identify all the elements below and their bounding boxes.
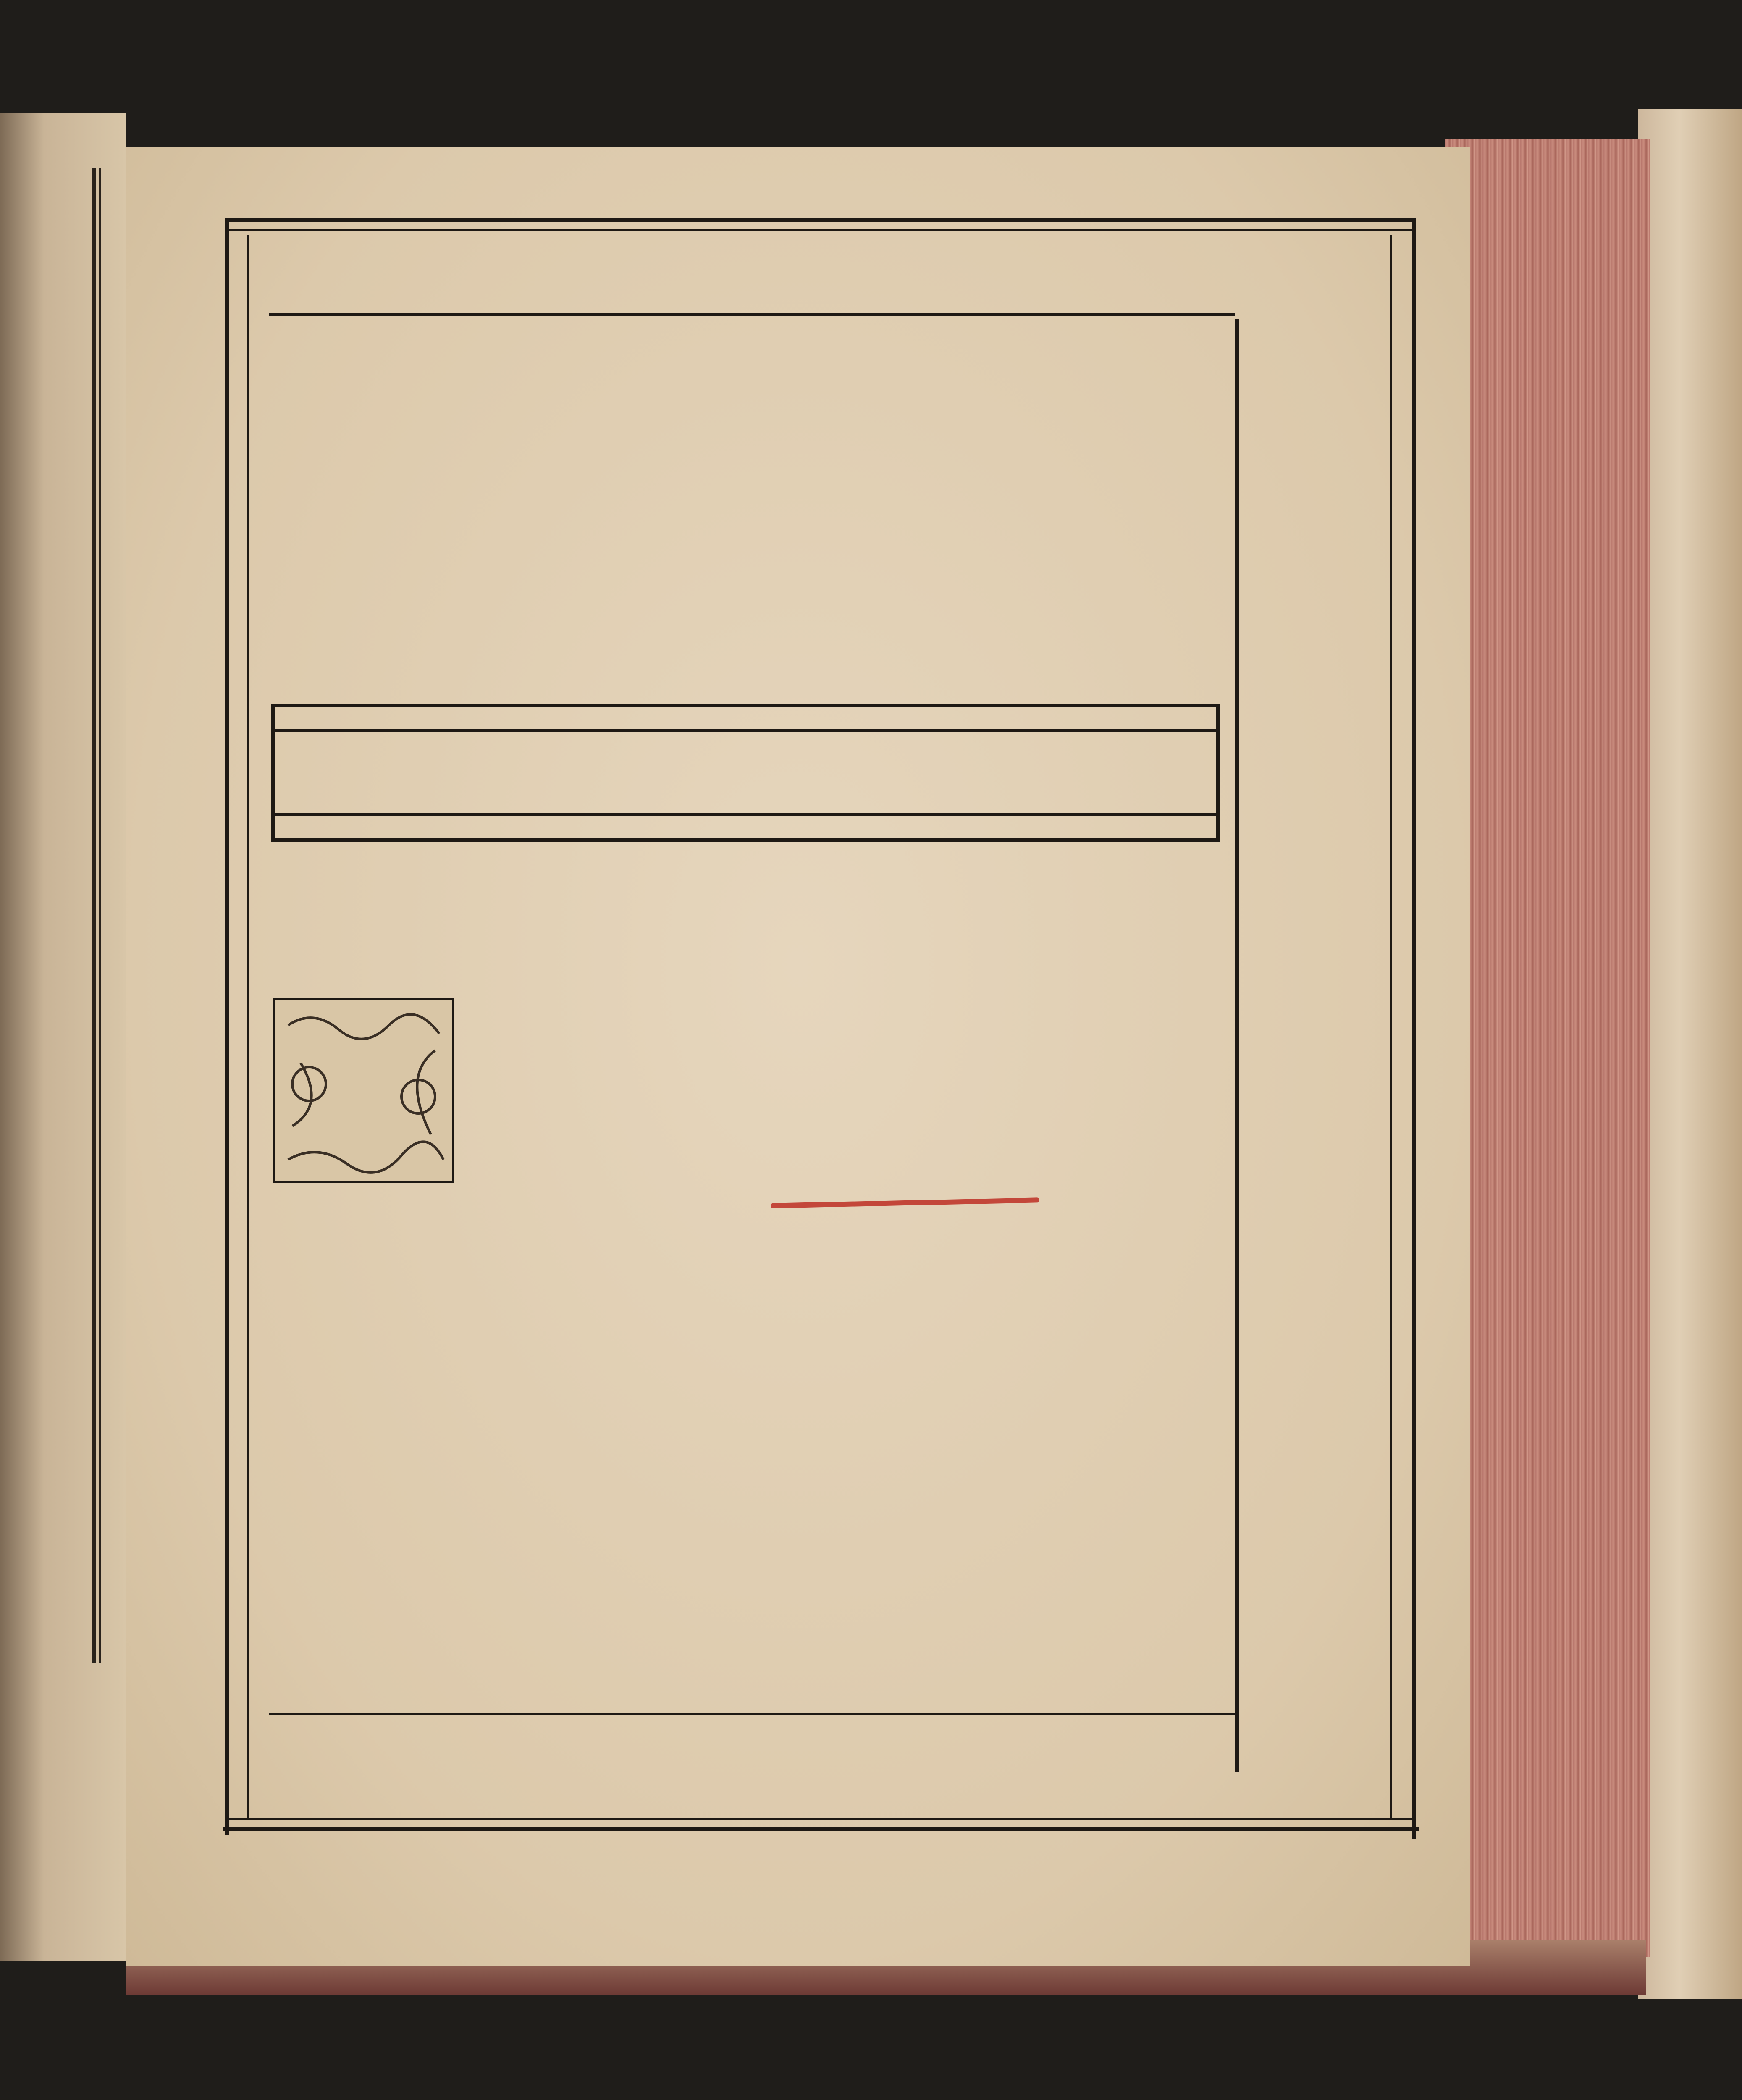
frame-head-rule [269,313,1235,316]
ornamental-band [269,701,1222,844]
frame-outer-top [227,218,1415,222]
frame-text-right [1235,319,1239,1772]
decorated-initial [273,998,454,1183]
page-block-edge [1445,139,1650,1957]
frame-outer-right [1412,218,1416,1839]
frame-foot-rule [269,1713,1235,1715]
previous-page [0,113,126,1961]
frame-outer-bottom [227,1818,1415,1820]
frame-inner-right [1390,235,1392,1819]
frame-inner-left [247,235,249,1819]
book-cover-edge [1638,109,1742,1999]
section-heading [0,886,1742,946]
frame-outer-top-2 [227,229,1415,231]
frame-outer-left [225,218,229,1835]
drop-cap-letter [275,1000,452,1181]
frame-outer-bottom-2 [223,1827,1419,1831]
